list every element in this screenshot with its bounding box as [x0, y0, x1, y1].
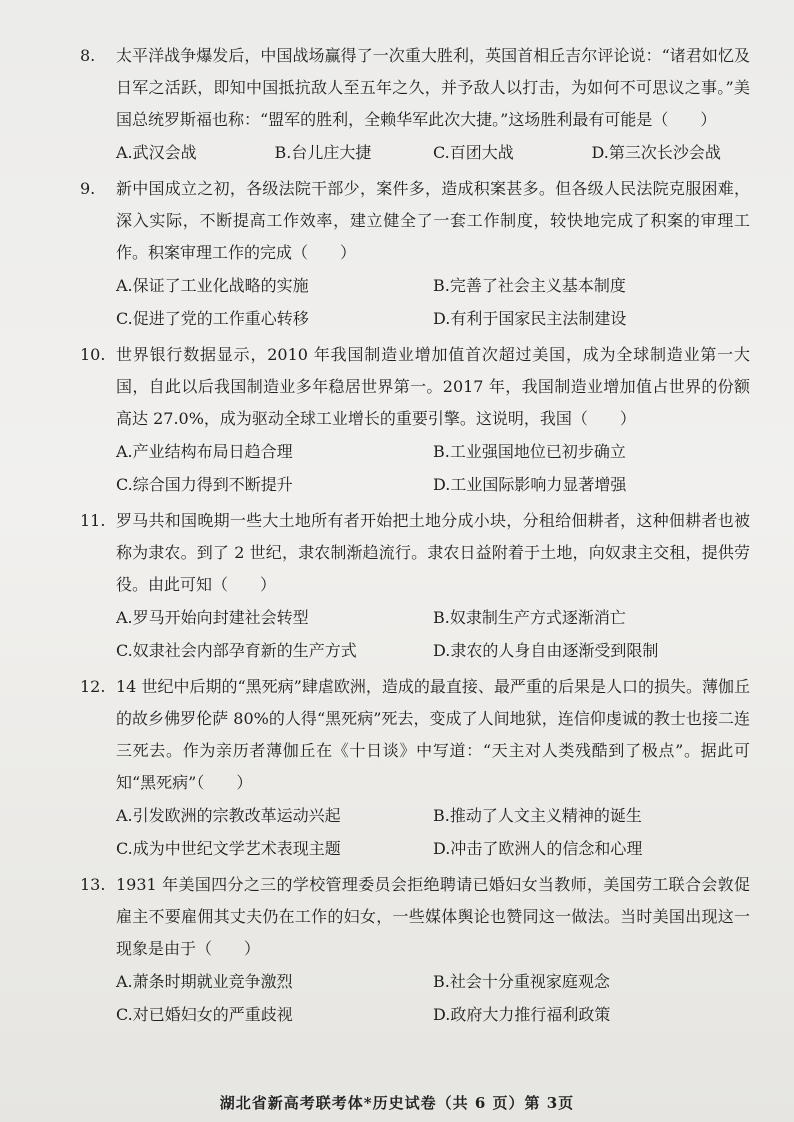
- option-c: C.成为中世纪文学艺术表现主题: [116, 839, 341, 858]
- question-text: 太平洋战争爆发后，中国战场赢得了一次重大胜利，英国首相丘吉尔评论说：“诸君如忆及日军之活跃，即知中国抵抗敌人至五年之久，并予敌人以打击，为如何不可思议之事。”美国总统罗斯福也称：“盟军的胜利，全赖华军此次大捷。”这场胜利最有可能是（ ）: [116, 46, 750, 129]
- question-stem: [80, 339, 750, 435]
- option-c: C.综合国力得到不断提升: [116, 475, 293, 494]
- question-9: [80, 173, 750, 335]
- options: [80, 269, 750, 335]
- question-number: 9.: [80, 179, 96, 198]
- option-a: A.武汉会战: [116, 143, 197, 162]
- option-a: A.保证了工业化战略的实施: [116, 276, 309, 295]
- question-list: [80, 40, 750, 1035]
- options: [80, 435, 750, 501]
- option-d: D.工业国际影响力显著增强: [433, 475, 627, 494]
- question-text: 新中国成立之初，各级法院干部少，案件多，造成积案甚多。但各级人民法院克服困难，深入实际，不断提高工作效率，建立健全了一套工作制度，较快地完成了积案的审理工作。积案审理工作的完成（ ）: [116, 179, 750, 262]
- option-c: C.促进了党的工作重心转移: [116, 309, 309, 328]
- options: [80, 965, 750, 1031]
- page-footer: 湖北省新高考联考体*历史试卷（共 6 页）第 3页: [219, 1094, 575, 1112]
- question-10: [80, 339, 750, 501]
- question-number: 10.: [80, 345, 106, 364]
- question-13: [80, 869, 750, 1031]
- option-a: A.产业结构布局日趋合理: [116, 442, 293, 461]
- question-stem: [80, 173, 750, 269]
- question-text: 世界银行数据显示，2010 年我国制造业增加值首次超过美国，成为全球制造业第一大国，自此以后我国制造业多年稳居世界第一。2017 年，我国制造业增加值占世界的份额高达 27.0%，成为驱动全球工业增长的重要引擎。这说明，我国（ ）: [116, 345, 750, 428]
- option-a: A.罗马开始向封建社会转型: [116, 608, 309, 627]
- option-b: B.奴隶制生产方式逐渐消亡: [433, 608, 626, 627]
- option-b: B.社会十分重视家庭观念: [433, 972, 610, 991]
- question-number: 13.: [80, 875, 106, 894]
- option-b: B.台儿庄大捷: [274, 143, 372, 162]
- question-stem: [80, 671, 750, 799]
- option-d: D.隶农的人身自由逐渐受到限制: [433, 641, 659, 660]
- option-b: B.完善了社会主义基本制度: [433, 276, 626, 295]
- option-c: C.奴隶社会内部孕育新的生产方式: [116, 641, 357, 660]
- option-a: A.萧条时期就业竞争激烈: [116, 972, 293, 991]
- option-d: D.冲击了欧洲人的信念和心理: [433, 839, 643, 858]
- question-text: 14 世纪中后期的“黑死病”肆虐欧洲，造成的最直接、最严重的后果是人口的损失。薄伽丘的故乡佛罗伦萨 80%的人得“黑死病”死去，变成了人间地狱，连信仰虔诚的教士也接二连三死去。作为亲历者薄伽丘在《十日谈》中写道：“天主对人类残酷到了极点”。据此可知“黑死病”（ ）: [116, 677, 750, 792]
- question-stem: [80, 505, 750, 601]
- question-text: 1931 年美国四分之三的学校管理委员会拒绝聘请已婚妇女当教师，美国劳工联合会敦促雇主不要雇佣其丈夫仍在工作的妇女，一些媒体舆论也赞同这一做法。当时美国出现这一现象是由于（ ）: [116, 875, 750, 958]
- option-d: D.第三次长沙会战: [591, 143, 721, 162]
- question-number: 12.: [80, 677, 106, 696]
- options: [80, 136, 750, 169]
- option-c: C.对已婚妇女的严重歧视: [116, 1005, 293, 1024]
- option-d: D.有利于国家民主法制建设: [433, 309, 627, 328]
- option-c: C.百团大战: [433, 143, 514, 162]
- options: [80, 799, 750, 865]
- question-11: [80, 505, 750, 667]
- option-b: B.推动了人文主义精神的诞生: [433, 806, 642, 825]
- option-d: D.政府大力推行福利政策: [433, 1005, 611, 1024]
- options: [80, 601, 750, 667]
- question-number: 11.: [80, 511, 106, 530]
- question-text: 罗马共和国晚期一些大土地所有者开始把土地分成小块，分租给佃耕者，这种佃耕者也被称为隶农。到了 2 世纪，隶农制渐趋流行。隶农日益附着于土地，向奴隶主交租，提供劳役。由此可知（ ）: [116, 511, 750, 594]
- question-number: 8.: [80, 46, 96, 65]
- question-stem: [80, 869, 750, 965]
- option-a: A.引发欧洲的宗教改革运动兴起: [116, 806, 341, 825]
- question-stem: [80, 40, 750, 136]
- question-12: [80, 671, 750, 865]
- question-8: [80, 40, 750, 169]
- option-b: B.工业强国地位已初步确立: [433, 442, 626, 461]
